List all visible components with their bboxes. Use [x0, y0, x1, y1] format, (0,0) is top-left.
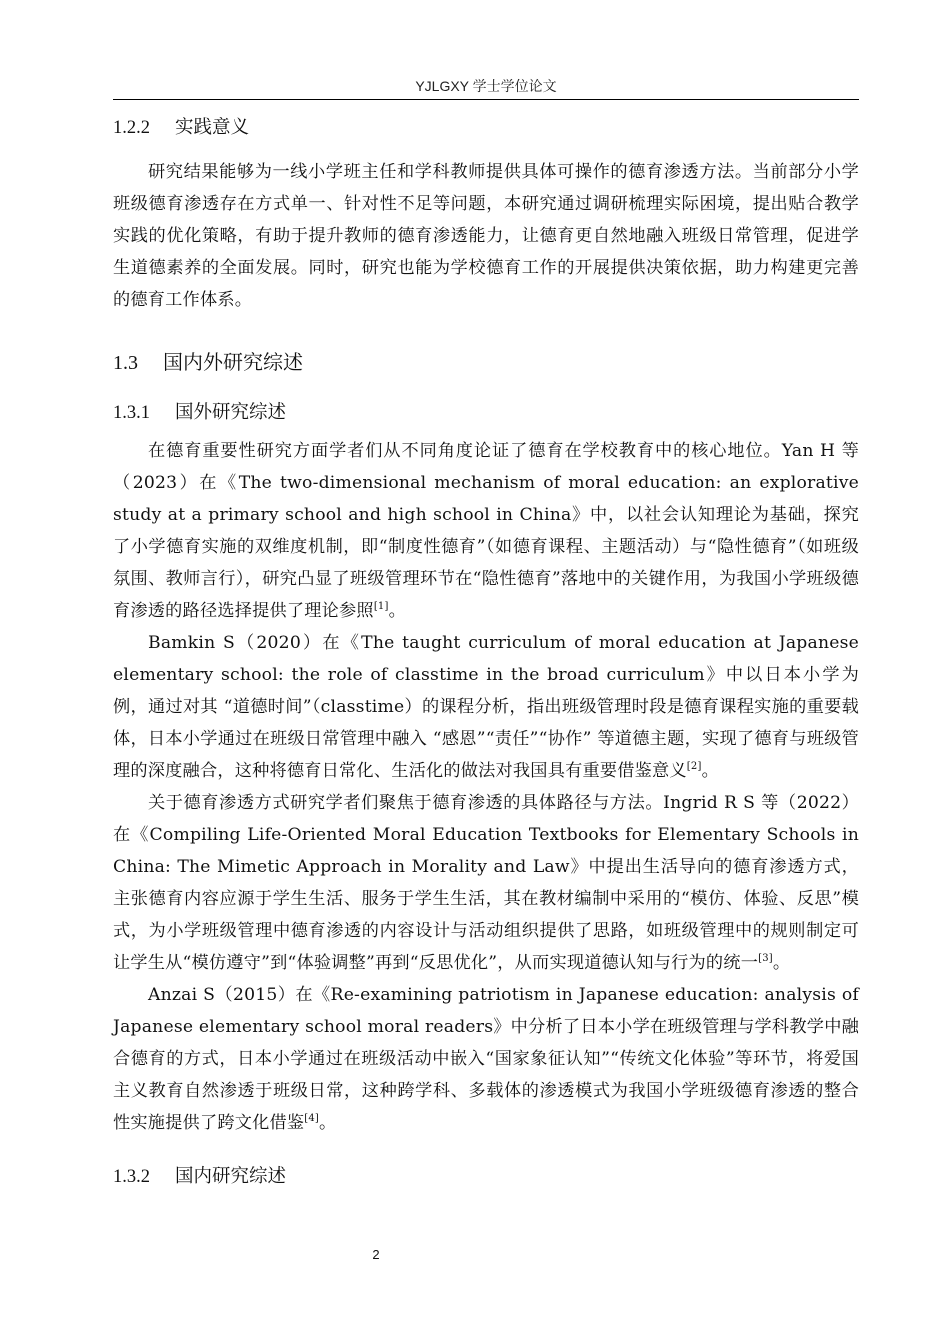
paragraph-practical-significance: 研究结果能够为一线小学班主任和学科教师提供具体可操作的德育渗透方法。当前部分小学班级德育渗透存在方式单一、针对性不足等问题，本研究通过调研梳理实际困境，提出贴合教学实践的优化策略，有助于提升教师的德育渗透能力，让德育更自然地融入班级日常管理，促进学生道德素养的全面发展。同时，研究也能为学校德育工作的开展提供决策依据，助力构建更完善的德育工作体系。 [113, 162, 859, 310]
heading-title: 国外研究综述 [175, 402, 287, 423]
paragraph-text: 关于德育渗透方式研究学者们聚焦于德育渗透的具体路径与方法。Ingrid R S 等（2022）在《Compiling Life-Oriented Moral Education Textbooks for Elementary Schools in China: The Mimetic Approach in Morality and Law》中提出生活导向的德育渗透方式，主张德育内容应源于学生生活、服务于学生生活，其在教材编制中采用的“模仿、体验、反思”模式，为小学班级管理中德育渗透的内容设计与活动组织提供了思路，如班级管理中的规则制定可让学生从“模仿遵守”到“体验调整”再到“反思优化”，从而实现道德认知与行为的统一 [113, 793, 859, 973]
heading-1-2-2 [113, 112, 859, 144]
heading-title: 国内研究综述 [175, 1166, 287, 1187]
heading-1-3-2 [113, 1161, 859, 1193]
heading-title: 国内外研究综述 [163, 350, 303, 374]
heading-number: 1.3.1 [113, 403, 150, 423]
citation-ref: [4] [304, 1113, 320, 1124]
citation-ref: [2] [686, 761, 702, 772]
heading-number: 1.3 [113, 352, 138, 374]
header-divider [113, 99, 859, 100]
page-number: 2 [372, 1247, 380, 1262]
heading-1-3 [113, 346, 859, 379]
heading-number: 1.2.2 [113, 118, 150, 138]
paragraph-end: 。 [388, 601, 406, 621]
paragraph-text: Anzai S（2015）在《Re-examining patriotism in Japanese education: analysis of Japanese elementary school moral readers》中分析了日本小学在班级管理与学科教学中融合德育的方式，日本小学通过在班级活动中嵌入“国家象征认知”“传统文化体验”等环节，将爱国主义教育自然渗透于班级日常，这种跨学科、多载体的渗透模式为我国小学班级德育渗透的整合性实施提供了跨文化借鉴 [113, 985, 859, 1133]
heading-title: 实践意义 [175, 117, 250, 138]
page-body [113, 112, 859, 1193]
running-header: YJLGXY 学士学位论文 [415, 78, 557, 94]
paragraph-end: 。 [701, 761, 719, 781]
paragraph-bamkin [113, 627, 859, 787]
heading-number: 1.3.2 [113, 1167, 150, 1187]
paragraph-text: 在德育重要性研究方面学者们从不同角度论证了德育在学校教育中的核心地位。Yan H 等（2023）在《The two-dimensional mechanism of moral education: an explorative study at a primary school and high school in China》中，以社会认知理论为基础，探究了小学德育实施的双维度机制，即“制度性德育”（如德育课程、主题活动）与“隐性德育”（如班级氛围、教师言行），研究凸显了班级管理环节在“隐性德育”落地中的关键作用，为我国小学班级德育渗透的路径选择提供了理论参照 [113, 441, 859, 621]
heading-1-3-1 [113, 397, 859, 429]
paragraph-text: Bamkin S（2020）在《The taught curriculum of moral education at Japanese elementary school: the role of classtime in the broad curriculum》中以日本小学为例，通过对其 “道德时间”（classtime）的课程分析，指出班级管理时段是德育课程实施的重要载体，日本小学通过在班级日常管理中融入 “感恩”“责任”“协作” 等道德主题，实现了德育与班级管理的深度融合，这种将德育日常化、生活化的做法对我国具有重要借鉴意义 [113, 633, 859, 781]
paragraph-end: 。 [772, 953, 791, 973]
paragraph-end: 。 [319, 1113, 337, 1133]
citation-ref: [3] [758, 953, 773, 964]
citation-ref: [1] [373, 601, 389, 612]
paragraph-anzai [113, 979, 859, 1139]
paragraph-ingrid [113, 787, 859, 979]
paragraph-yan [113, 435, 859, 627]
